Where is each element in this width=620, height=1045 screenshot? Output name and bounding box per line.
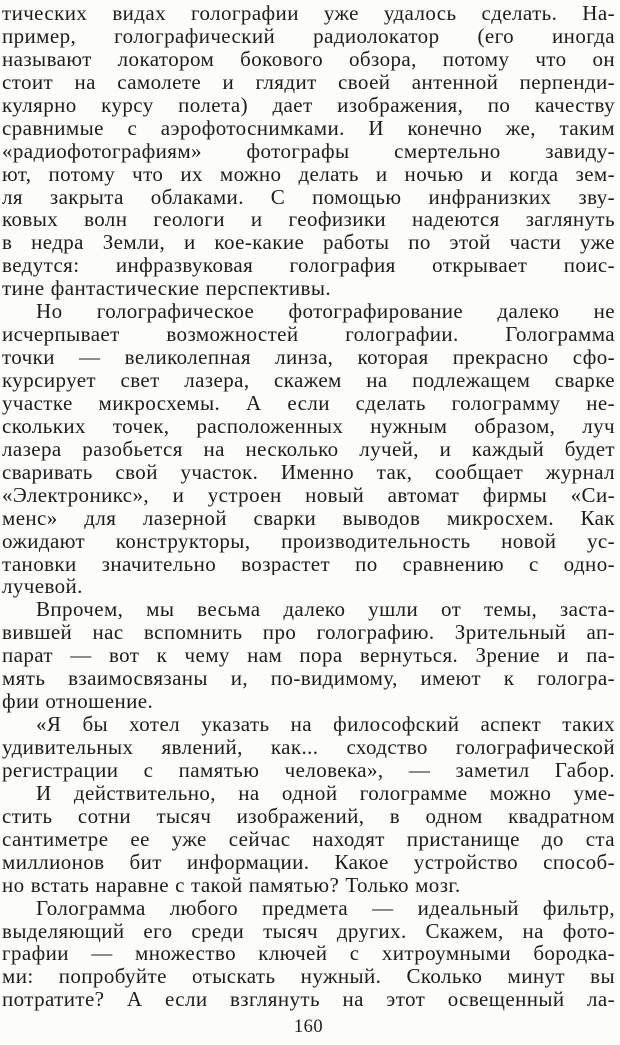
text-line: «Я бы хотел указать на философский аспект таких [36,713,615,736]
paragraph [2,598,615,713]
paragraph [2,300,615,598]
text-line: миллионов бит информации. Какое устройство способ- [2,850,615,874]
text-line: вившей нас вспомнить про голографию. Зрительный ап- [2,621,615,645]
text-line: тине фантастические перспективы. [2,277,331,301]
text-line: «Электроникс», и устроен новый автомат фирмы «Си- [2,483,615,507]
text-line: тановки значительно возрастет по сравнению с одно- [2,552,615,576]
text-line: но встать наравне с такой памятью? Только мозг. [2,873,461,897]
text-line: участке микросхемы. А если сделать голограмму не- [2,391,615,415]
text-line: ковых волн геологи и геофизики надеются заглянуть [2,208,615,232]
text-line: выделяющий его среди тысяч других. Скажем, на фото- [2,919,615,943]
paragraph [2,2,615,300]
text-line: потратите? А если взглянуть на этот освещенный ла- [2,988,615,1012]
text-line: мять взаимосвязаны и, по-видимому, имеют к гологра- [2,667,615,691]
text-line: фии отношение. [2,690,154,714]
text-line: точки — великолепная линза, которая прекрасно сфо- [2,346,615,369]
text-line: парат — вот к чему нам пора вернуться. Зрение и па- [2,644,615,668]
page-number: 160 [293,1017,324,1038]
text-line: сравнимые с аэрофотоснимками. И конечно же, таким [2,116,615,140]
text-line: кулярно курсу полета) дает изображения, по качеству [2,93,615,117]
paragraph [2,897,615,1012]
text-line: Впрочем, мы весьма далеко ушли от темы, заста- [36,598,615,622]
text-line: удивительных явлений, как... сходство голографической [2,736,615,759]
text-line: ожидают конструкторы, производительность новой ус- [2,529,615,553]
text-line: ми: попробуйте отыскать нужный. Сколько минут вы [2,965,615,989]
text-line: регистрации с памятью человека», — заметил Габор. [2,758,615,782]
text-line: курсирует свет лазера, скажем на подлежащем сварке [2,369,615,392]
text-line: сваривать свой участок. Именно так, сообщает журнал [2,460,615,484]
paragraph [2,782,615,897]
text-line: скольких точек, расположенных нужным образом, луч [2,414,615,438]
text-line: лучевой. [2,575,83,599]
page-text [2,2,615,1011]
text-line: графии — множество ключей с хитроумными бородка- [2,942,615,966]
text-line: «радиофотографиям» фотографы смертельно завиду- [2,139,615,163]
text-line: пример, голографический радиолокатор (его иногда [2,24,615,48]
text-line: И действительно, на одной голограмме можно уме- [36,781,615,805]
text-line: ля закрыта облаками. С помощью инфранизких зву- [2,185,615,209]
text-line: стоит на самолете и глядит своей антенной перпенди- [2,70,615,94]
text-line: исчерпывает возможностей голографии. Голограмма [2,323,615,347]
text-line: лазера разобьется на несколько лучей, и каждый будет [2,437,615,461]
paragraph [2,713,615,782]
text-line: стить сотни тысяч изображений, в одном квадратном [2,804,615,828]
text-line: сантиметре ее уже сейчас находят пристанище до ста [2,827,615,851]
text-line: в недра Земли, и кое-какие работы по этой части уже [2,231,615,255]
text-line: ют, потому что их можно делать и ночью и когда зем- [2,162,615,186]
text-line: ведутся: инфразвуковая голография открывает поис- [2,254,615,278]
text-line: тических видах голографии уже удалось сделать. На- [2,2,615,25]
text-line: называют локатором бокового обзора, потому что он [2,47,615,71]
text-line: Голограмма любого предмета — идеальный фильтр, [36,896,615,920]
text-line: Но голографическое фотографирование далеко не [36,300,615,324]
text-line: менс» для лазерной сварки выводов микросхем. Как [2,506,615,530]
